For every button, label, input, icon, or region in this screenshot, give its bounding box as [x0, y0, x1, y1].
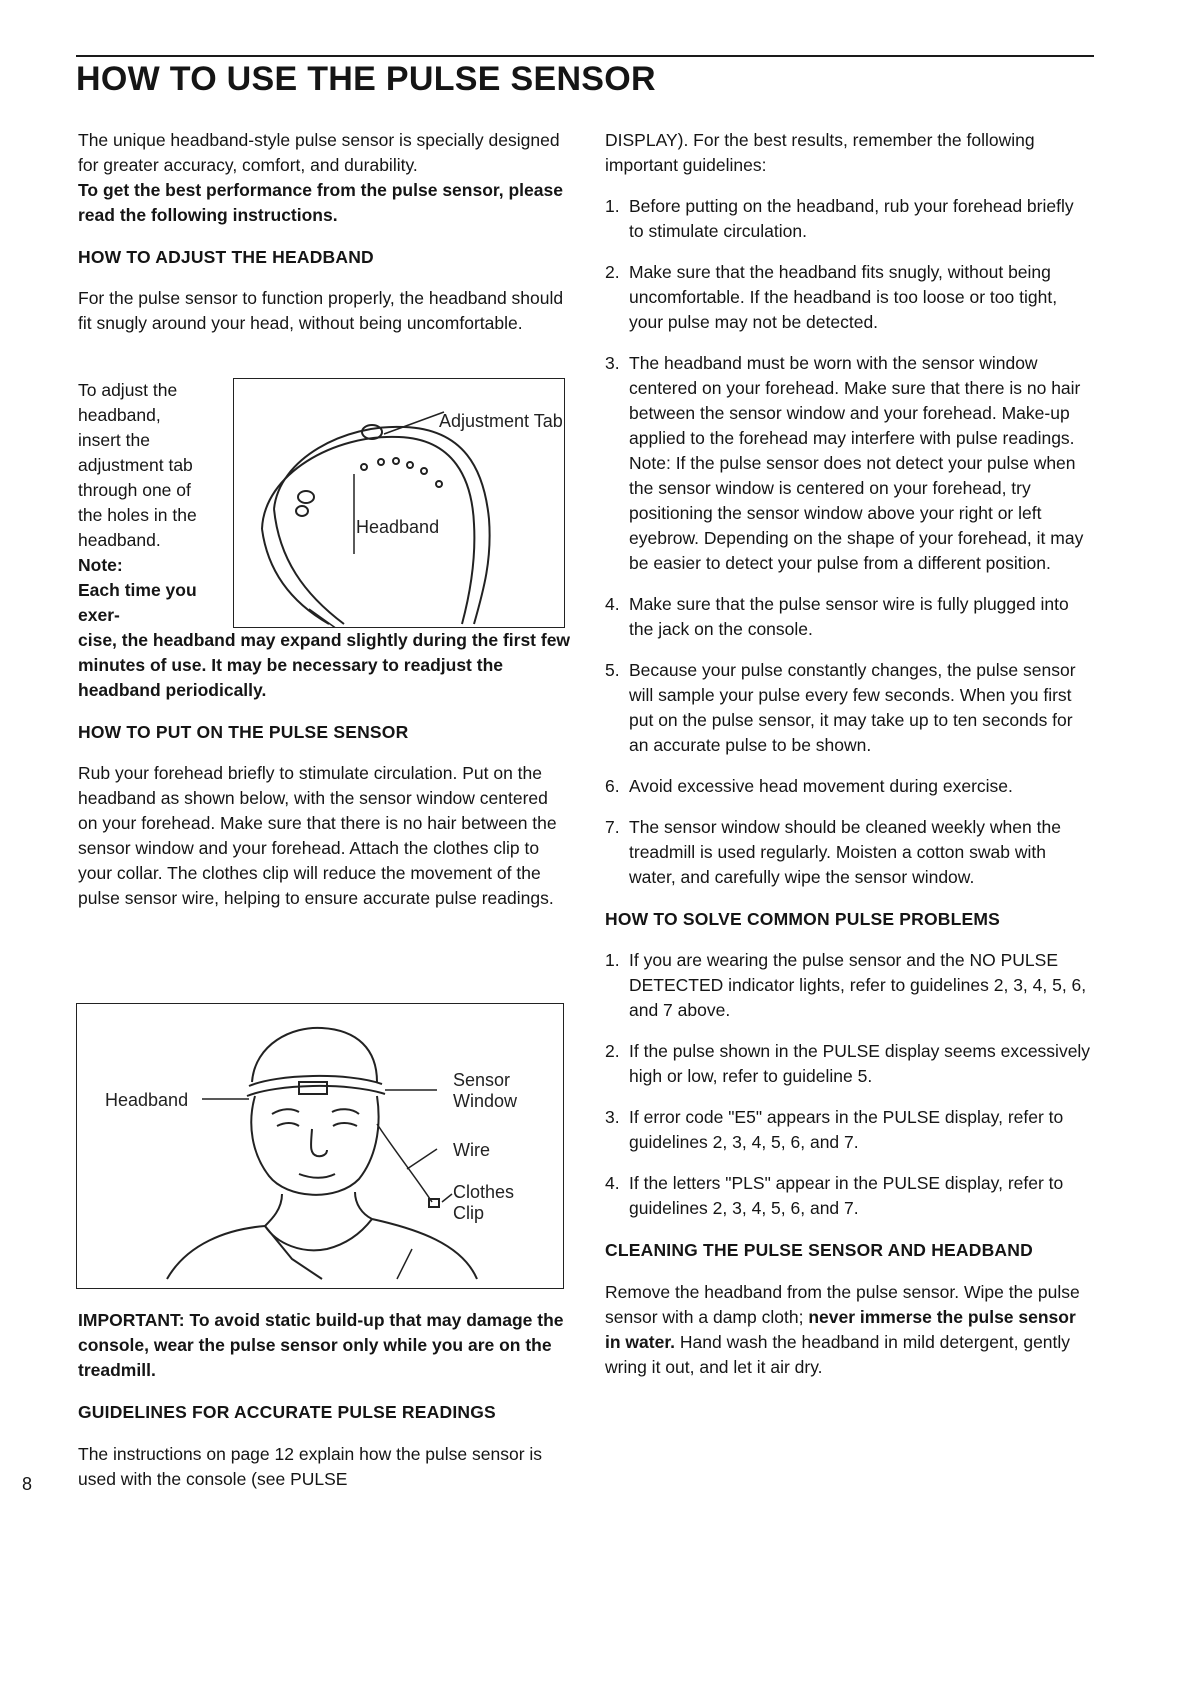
list-item: 3. If error code "E5" appears in the PULSE display, refer to guidelines 2, 3, 4, 5, 6, and 7. [605, 1107, 1064, 1152]
headband-label-2: Headband [105, 1090, 189, 1110]
note-continuation-block [78, 628, 572, 911]
note-first-line: Each time you exer- [78, 580, 197, 625]
put-on-paragraph: Rub your forehead briefly to stimulate circulation. Put on the headband as shown below, with the sensor window centered on your forehead. Make sure that there is no hair between the sensor window and your forehead. Attach the clothes clip to your collar. The clothes clip will reduce the movement of the pulse sensor wire, helping to ensure accurate pulse readings. [78, 763, 557, 908]
list-item: 4. Make sure that the pulse sensor wire is fully plugged into the jack on the console. [605, 594, 1069, 639]
sensor-window-label: Sensor Window [453, 1070, 518, 1111]
adjust-side-text-block [78, 378, 208, 628]
guidelines-list [605, 194, 1093, 890]
clothes-clip-label: Clothes Clip [453, 1182, 515, 1223]
cleaning-paragraph: Remove the headband from the pulse sensor. Wipe the pulse sensor with a damp cloth; never immerse the pulse sensor in water. Hand wash the headband in mild detergent, gently wring it out, and let it air dry. [605, 1282, 1080, 1377]
adjust-side-text: To adjust the headband, insert the adjustment tab through one of the holes in the headband. [78, 380, 197, 550]
right-column [605, 128, 1093, 1380]
intro-bold-text: To get the best performance from the pulse sensor, please read the following instructions. [78, 180, 563, 225]
adjust-paragraph: For the pulse sensor to function properly, the headband should fit snugly around your head, without being uncomfortable. [78, 288, 564, 333]
problems-list [605, 948, 1093, 1221]
list-item: 1. Before putting on the headband, rub your forehead briefly to stimulate circulation. [605, 196, 1074, 241]
note-text: cise, the headband may expand slightly during the first few minutes of use. It may be necessary to readjust the headband periodically. [78, 630, 571, 700]
title-rule [76, 55, 1094, 57]
list-item: 1. If you are wearing the pulse sensor and the NO PULSE DETECTED indicator lights, refer to guidelines 2, 3, 4, 5, 6, and 7 above. [605, 950, 1087, 1020]
page-number: 8 [22, 1474, 33, 1494]
list-item: 4. If the letters "PLS" appear in the PULSE display, refer to guidelines 2, 3, 4, 5, 6, and 7. [605, 1173, 1064, 1218]
adjustment-tab-label: Adjustment Tab [439, 411, 563, 431]
list-item: 3. The headband must be worn with the sensor window centered on your forehead. Make sure that there is no hair between the sensor window and your forehead. Make-up applied to the forehead may interfere with pulse readings. Note: If the pulse sensor does not detect your pulse when the sensor window is centered on your forehead, try positioning the sensor window above your right or left eyebrow. Depending on the shape of your forehead, it may be easier to detect your pulse from a different position. [605, 353, 1084, 573]
heading-guidelines: GUIDELINES FOR ACCURATE PULSE READINGS [78, 1402, 496, 1422]
heading-adjust-headband: HOW TO ADJUST THE HEADBAND [78, 247, 374, 267]
important-notice: IMPORTANT: To avoid static build-up that may damage the console, wear the pulse sensor only while you are on the treadmill. [78, 1310, 564, 1380]
guidelines-intro: The instructions on page 12 explain how the pulse sensor is used with the console (see PULSE [78, 1444, 543, 1489]
intro-text: The unique headband-style pulse sensor is specially designed for greater accuracy, comfort, and durability. [78, 130, 560, 175]
heading-cleaning: CLEANING THE PULSE SENSOR AND HEADBAND [605, 1240, 1033, 1260]
list-item: 2. Make sure that the headband fits snugly, without being uncomfortable. If the headband is too loose or too tight, your pulse may not be detected. [605, 262, 1058, 332]
headband-label: Headband [356, 517, 440, 537]
person-illustration [77, 1004, 563, 1288]
heading-solve-problems: HOW TO SOLVE COMMON PULSE PROBLEMS [605, 909, 1001, 929]
note-label: Note: [78, 555, 123, 575]
page-title: HOW TO USE THE PULSE SENSOR [76, 60, 656, 98]
list-item: 5. Because your pulse constantly changes, the pulse sensor will sample your pulse every few seconds. When you first put on the pulse sensor, it may take up to ten seconds for an accurate pulse to be shown. [605, 660, 1076, 755]
list-item: 6. Avoid excessive head movement during exercise. [605, 776, 1013, 796]
heading-put-on-sensor: HOW TO PUT ON THE PULSE SENSOR [78, 722, 409, 742]
left-column-top [78, 128, 572, 336]
left-column-bottom [78, 1308, 572, 1492]
guidelines-continuation: DISPLAY). For the best results, remember the following important guidelines: [605, 130, 1035, 175]
list-item: 2. If the pulse shown in the PULSE display seems excessively high or low, refer to guideline 5. [605, 1041, 1091, 1086]
wire-label: Wire [453, 1140, 490, 1160]
list-item: 7. The sensor window should be cleaned weekly when the treadmill is used regularly. Moisten a cotton swab with water, and carefully wipe the sensor window. [605, 817, 1061, 887]
cleaning-warning: never immerse the pulse sensor in water. [605, 1307, 1076, 1352]
pulse-sensor-figure [76, 1003, 564, 1289]
headband-figure [233, 378, 565, 628]
